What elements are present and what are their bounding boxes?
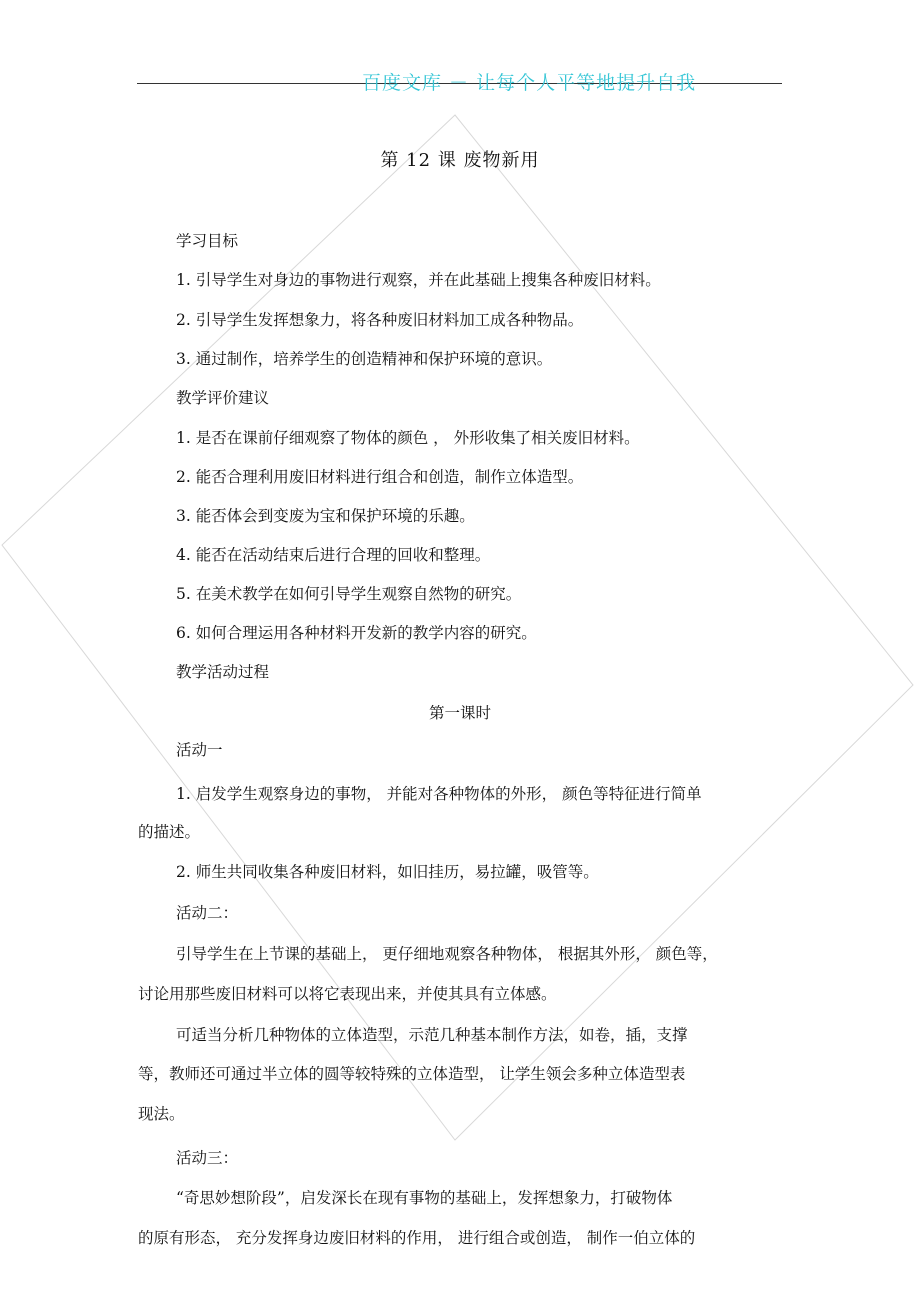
eval-item: 5. 在美术教学在如何引导学生观察自然物的研究。: [176, 585, 522, 603]
eval-item: 6. 如何合理运用各种材料开发新的教学内容的研究。: [176, 624, 537, 642]
eval-item: 2. 能否合理利用废旧材料进行组合和创造，制作立体造型。: [176, 468, 584, 486]
goal-item: 1. 引导学生对身边的事物进行观察，并在此基础上搜集各种废旧材料。: [176, 271, 661, 289]
goal-item: 3. 通过制作，培养学生的创造精神和保护环境的意识。: [176, 350, 553, 368]
activity2-line: 等，教师还可通过半立体的圆等较特殊的立体造型， 让学生领会多种立体造型表: [138, 1065, 686, 1083]
activity1-line: 2. 师生共同收集各种废旧材料，如旧挂历，易拉罐，吸管等。: [176, 863, 599, 881]
activity3-line: 的原有形态， 充分发挥身边废旧材料的作用， 进行组合或创造， 制作一伯立体的: [138, 1229, 696, 1247]
activity2-line: 可适当分析几种物体的立体造型，示范几种基本制作方法，如卷，插，支撑: [176, 1026, 688, 1044]
activity3-line: “奇思妙想阶段”，启发深长在现有事物的基础上，发挥想象力，打破物体: [176, 1189, 673, 1207]
eval-heading: 教学评价建议: [176, 389, 270, 407]
eval-item: 3. 能否体会到变废为宝和保护环境的乐趣。: [176, 507, 475, 525]
activity1-line: 1. 启发学生观察身边的事物， 并能对各种物体的外形， 颜色等特征进行简单: [176, 785, 702, 803]
lesson-heading: 第一课时: [428, 704, 491, 722]
activity2-line: 引导学生在上节课的基础上， 更仔细地观察各种物体， 根据其外形， 颜色等，: [176, 945, 718, 963]
goals-heading: 学习目标: [176, 232, 239, 250]
activity3-heading: 活动三：: [176, 1149, 239, 1167]
activity1-line: 的描述。: [138, 823, 201, 841]
goal-item: 2. 引导学生发挥想象力，将各种废旧材料加工成各种物品。: [176, 311, 584, 329]
header-slogan: 百度文库 － 让每个人平等地提升自我: [362, 72, 697, 94]
activity2-line: 现法。: [138, 1105, 185, 1123]
activity2-line: 讨论用那些废旧材料可以将它表现出来，并使其具有立体感。: [138, 985, 557, 1003]
lesson-title: 第 12 课 废物新用: [380, 150, 540, 171]
process-heading: 教学活动过程: [176, 663, 270, 681]
eval-item: 1. 是否在课前仔细观察了物体的颜色 ， 外形收集了相关废旧材料。: [176, 429, 640, 447]
eval-item: 4. 能否在活动结束后进行合理的回收和整理。: [176, 546, 491, 564]
activity2-heading: 活动二：: [176, 904, 239, 922]
activity1-heading: 活动一: [176, 741, 223, 759]
